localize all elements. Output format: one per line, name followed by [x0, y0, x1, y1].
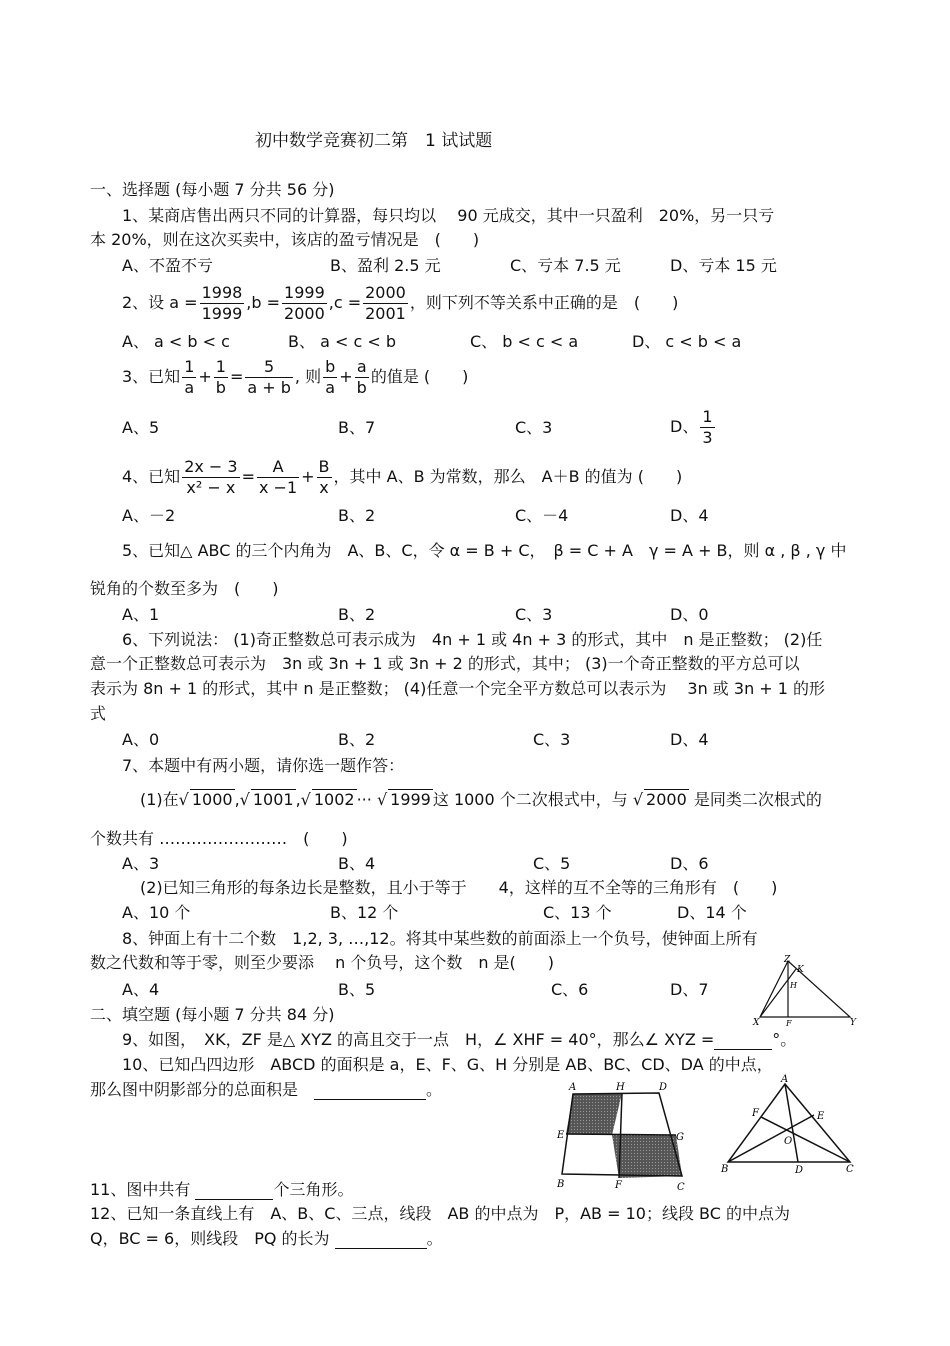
label-a: A — [781, 1074, 789, 1085]
label-g: G — [676, 1132, 684, 1143]
figure-quadrilateral-abcd — [555, 1080, 695, 1195]
triangle-abc-outline — [728, 1084, 850, 1162]
q7-option-d: D、6 — [670, 854, 709, 873]
q4-option-a: A、－2 — [122, 506, 176, 525]
q5-option-a: A、1 — [122, 605, 160, 624]
q8-option-b: B、5 — [338, 980, 376, 999]
q10-answer-blank — [314, 1081, 426, 1100]
q7-line1: 7、本题中有两小题，请你选一题作答： — [122, 756, 405, 775]
q6-option-d: D、4 — [670, 730, 709, 749]
q1-line2: 本 20%，则在这次买卖中，该店的盈亏情况是 ( ) — [90, 230, 480, 249]
q5-line1: 5、已知△ ABC 的三个内角为 A、B、C，令 α = B + C， β = C + A γ = A + B，则 α , β , γ 中 — [122, 541, 847, 560]
label-b: B — [557, 1179, 565, 1190]
q5-option-d: D、0 — [670, 605, 709, 624]
label-d: D — [795, 1165, 804, 1176]
q12-line2: Q，BC = 6，则线段 PQ 的长为 。 — [90, 1229, 443, 1248]
label-h: H — [616, 1082, 625, 1093]
q2-fraction-b: $\frac{1999}{2000}$ — [284, 283, 325, 323]
label-h: H — [790, 981, 797, 990]
triangle-xyz-outline — [760, 961, 850, 1017]
altitude-xk — [760, 969, 796, 1017]
q6-line3: 表示为 8n + 1 的形式，其中 n 是正整数； (4)任意一个完全平方数总可以表示为 3n 或 3n + 1 的形 — [90, 679, 826, 698]
q7-option-a2: A、10 个 — [122, 903, 191, 922]
label-f: F — [752, 1108, 759, 1119]
q7-option-c2: C、13 个 — [543, 903, 612, 922]
q8-option-c: C、6 — [551, 980, 589, 999]
q2-stem: 2、设 a = $\frac{1998}{1999}$ ,b = $\frac{1999}{2000}$ ,c = $\frac{2000}{2001}$ ，则下列不等关系中正确的是 ( ) — [122, 283, 679, 323]
q6-option-b: B、2 — [338, 730, 376, 749]
q9-stem: 9、如图， XK，ZF 是△ XYZ 的高且交于一点 H，∠ XHF = 40°，那么∠ XYZ = °。 — [122, 1030, 797, 1049]
label-f: F — [615, 1180, 622, 1191]
shaded-region-bottom-right — [612, 1135, 682, 1178]
q7-option-a: A、3 — [122, 854, 160, 873]
q12-answer-blank — [335, 1230, 427, 1249]
label-e: E — [817, 1111, 825, 1122]
section-1-heading: 一、选择题 (每小题 7 分共 56 分) — [90, 180, 335, 199]
q11-stem: 11、图中共有 个三角形。 — [90, 1180, 354, 1199]
q3-stem: 3、已知 $\frac{1}{a}$ + $\frac{1}{b}$ = $\frac{5}{a + b}$ , 则 $\frac{b}{a}$ + $\frac{a}{b}$ 的值是 ( ) — [122, 357, 469, 397]
q2-option-b: B、 a < c < b — [288, 332, 396, 351]
q4-stem: 4、已知 $\frac{2x - 3}{\text{x² − x}}$ = $\frac{A}{x -1}$ + $\frac{B}{x}$ ，其中 A、B 为常数，那么 A＋B 的值为 ( ) — [122, 457, 683, 497]
q8-option-a: A、4 — [122, 980, 160, 999]
label-f: F — [786, 1019, 792, 1027]
label-x: X — [753, 1018, 760, 1027]
label-d: D — [659, 1082, 668, 1093]
label-c: C — [677, 1182, 685, 1193]
label-z: Z — [784, 955, 791, 965]
q4-option-c: C、－4 — [515, 506, 569, 525]
q4-option-d: D、4 — [670, 506, 709, 525]
q6-option-a: A、0 — [122, 730, 160, 749]
q3-option-b: B、7 — [338, 418, 376, 437]
q10-line2: 那么图中阴影部分的总面积是 。 — [90, 1080, 443, 1099]
q1-option-c: C、亏本 7.5 元 — [510, 256, 621, 275]
q7-option-b: B、4 — [338, 854, 376, 873]
label-c: C — [846, 1164, 854, 1175]
segment-eg — [566, 1134, 676, 1135]
q1-option-d: D、亏本 15 元 — [670, 256, 777, 275]
q2-fraction-c: $\frac{2000}{2001}$ — [365, 283, 406, 323]
q8-line1: 8、钟面上有十二个数 1,2, 3, …,12。将其中某些数的前面添上一个负号，使钟面上所有 — [122, 929, 758, 948]
q3-option-a: A、5 — [122, 418, 160, 437]
figure-triangle-abc — [718, 1072, 863, 1178]
q8-option-d: D、7 — [670, 980, 709, 999]
q1-line1: 1、某商店售出两只不同的计算器，每只均以 90 元成交，其中一只盈利 20%，另一只亏 — [122, 206, 775, 225]
q1-option-b: B、盈利 2.5 元 — [330, 256, 441, 275]
section-2-heading: 二、填空题 (每小题 7 分共 84 分) — [90, 1005, 335, 1024]
q2-fraction-a: $\frac{1998}{1999}$ — [201, 283, 243, 323]
label-b: B — [721, 1164, 729, 1175]
label-o: O — [784, 1136, 793, 1147]
cevian-ad — [785, 1084, 798, 1162]
label-y: Y — [850, 1018, 856, 1027]
q5-line2: 锐角的个数至多为 ( ) — [90, 579, 279, 598]
q9-answer-blank — [714, 1031, 772, 1050]
q6-option-c: C、3 — [533, 730, 571, 749]
page-title: 初中数学竞赛初二第 1 试试题 — [255, 131, 493, 151]
cevian-cf — [761, 1117, 850, 1162]
q7-option-b2: B、12 个 — [330, 903, 399, 922]
q5-option-b: B、2 — [338, 605, 376, 624]
q7-part2: (2)已知三角形的每条边长是整数，且小于等于 4，这样的互不全等的三角形有 ( ) — [140, 878, 778, 897]
q8-line2: 数之代数和等于零，则至少要添 n 个负号，这个数 n 是( ) — [90, 953, 555, 972]
q7-option-c: C、5 — [533, 854, 571, 873]
q5-option-c: C、3 — [515, 605, 553, 624]
q3-option-d: D、 $\frac{1}{3}$ — [670, 407, 713, 447]
q7-option-d2: D、14 个 — [677, 903, 747, 922]
shaded-region-top-left — [566, 1093, 622, 1135]
q2-option-c: C、 b < c < a — [470, 332, 579, 351]
q6-line2: 意一个正整数总可表示为 3n 或 3n + 1 或 3n + 2 的形式，其中； (3)一个奇正整数的平方总可以 — [90, 654, 800, 673]
q4-option-b: B、2 — [338, 506, 376, 525]
q1-option-a: A、不盈不亏 — [122, 256, 213, 275]
q2-option-a: A、 a < b < c — [122, 332, 230, 351]
label-e: E — [557, 1130, 565, 1141]
q12-line1: 12、已知一条直线上有 A、B、C、三点，线段 AB 的中点为 P，AB = 10；线段 BC 的中点为 — [90, 1204, 791, 1223]
q6-line4: 式 — [90, 704, 107, 723]
q2-option-d: D、 c < b < a — [632, 332, 742, 351]
q3-option-c: C、3 — [515, 418, 553, 437]
q6-line1: 6、下列说法： (1)奇正整数总可表示成为 4n + 1 或 4n + 3 的形式，其中 n 是正整数； (2)任 — [122, 630, 823, 649]
q7-line3: 个数共有 …………………… ( ) — [90, 829, 348, 848]
q10-line1: 10、已知凸四边形 ABCD 的面积是 a，E、F、G、H 分别是 AB、BC、CD、DA 的中点， — [122, 1055, 773, 1074]
q7-part1: (1)在√ 1000 ,√ 1001 ,√ 1002 ··· √ 1999 这 1000 个二次根式中，与 √ 2000 是同类二次根式的 — [140, 790, 822, 809]
q11-answer-blank — [195, 1181, 273, 1200]
figure-triangle-xyz — [750, 955, 860, 1027]
label-k: K — [797, 965, 804, 975]
label-a: A — [569, 1082, 577, 1093]
